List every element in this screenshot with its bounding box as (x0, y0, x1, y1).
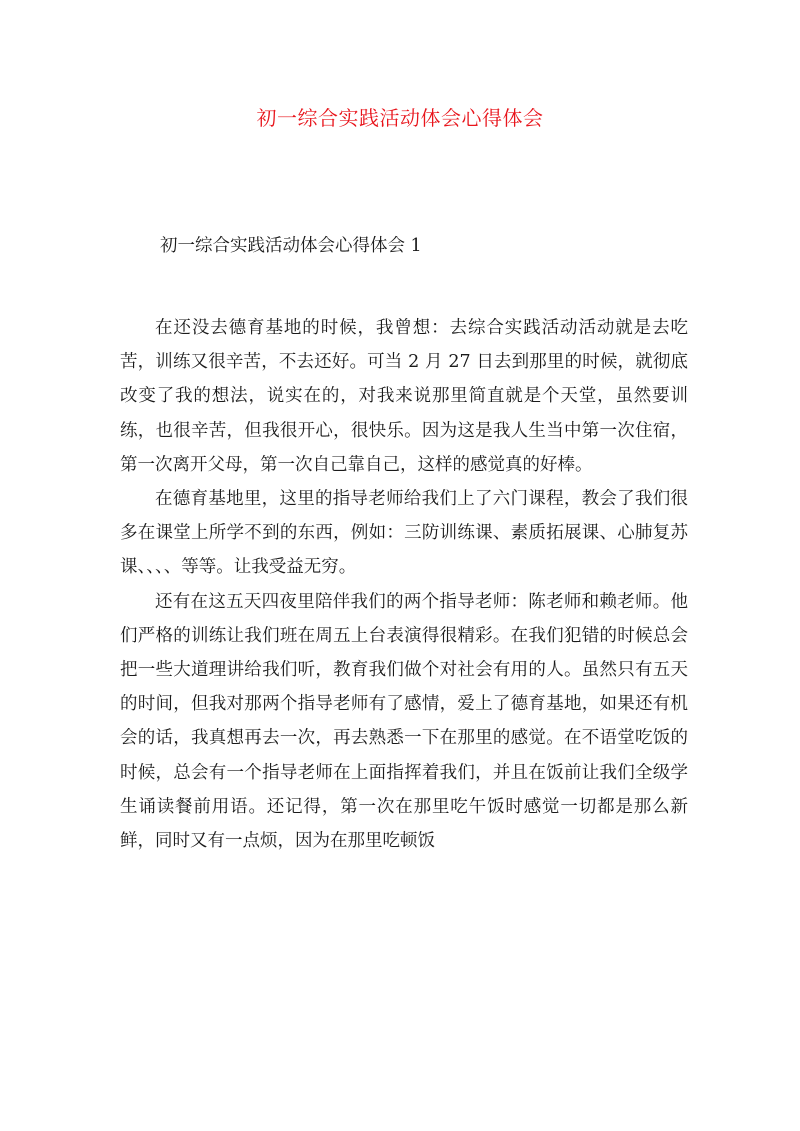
document-title: 初一综合实践活动体会心得体会 (256, 106, 544, 130)
paragraph: 在还没去德育基地的时候，我曾想：去综合实践活动活动就是去吃苦，训练又很辛苦，不去还好。可当 2 月 27 日去到那里的时候，就彻底改变了我的想法，说实在的，对我来说那里简直就是个天堂，虽然要训练，也很辛苦，但我很开心，很快乐。因为这是我人生当中第一次住宿，第一次离开父母，第一次自己靠自己，这样的感觉真的好棒。 (120, 318, 688, 475)
section-heading: 初一综合实践活动体会心得体会 1 (160, 236, 422, 256)
paragraph: 还有在这五天四夜里陪伴我们的两个指导老师：陈老师和赖老师。他们严格的训练让我们班在周五上台表演得很精彩。在我们犯错的时候总会把一些大道理讲给我们听，教育我们做个对社会有用的人。虽然只有五天的时间，但我对那两个指导老师有了感情，爱上了德育基地，如果还有机会的话，我真想再去一次，再去熟悉一下在那里的感觉。在不语堂吃饭的时候，总会有一个指导老师在上面指挥着我们，并且在饭前让我们全级学生诵读餐前用语。还记得，第一次在那里吃午饭时感觉一切都是那么新鲜，同时又有一点烦，因为在那里吃顿饭 (120, 591, 688, 852)
paragraph: 在德育基地里，这里的指导老师给我们上了六门课程，教会了我们很多在课堂上所学不到的东西，例如：三防训练课、素质拓展课、心肺复苏课、、、、等等。让我受益无穷。 (120, 489, 688, 578)
document-body (120, 311, 688, 858)
